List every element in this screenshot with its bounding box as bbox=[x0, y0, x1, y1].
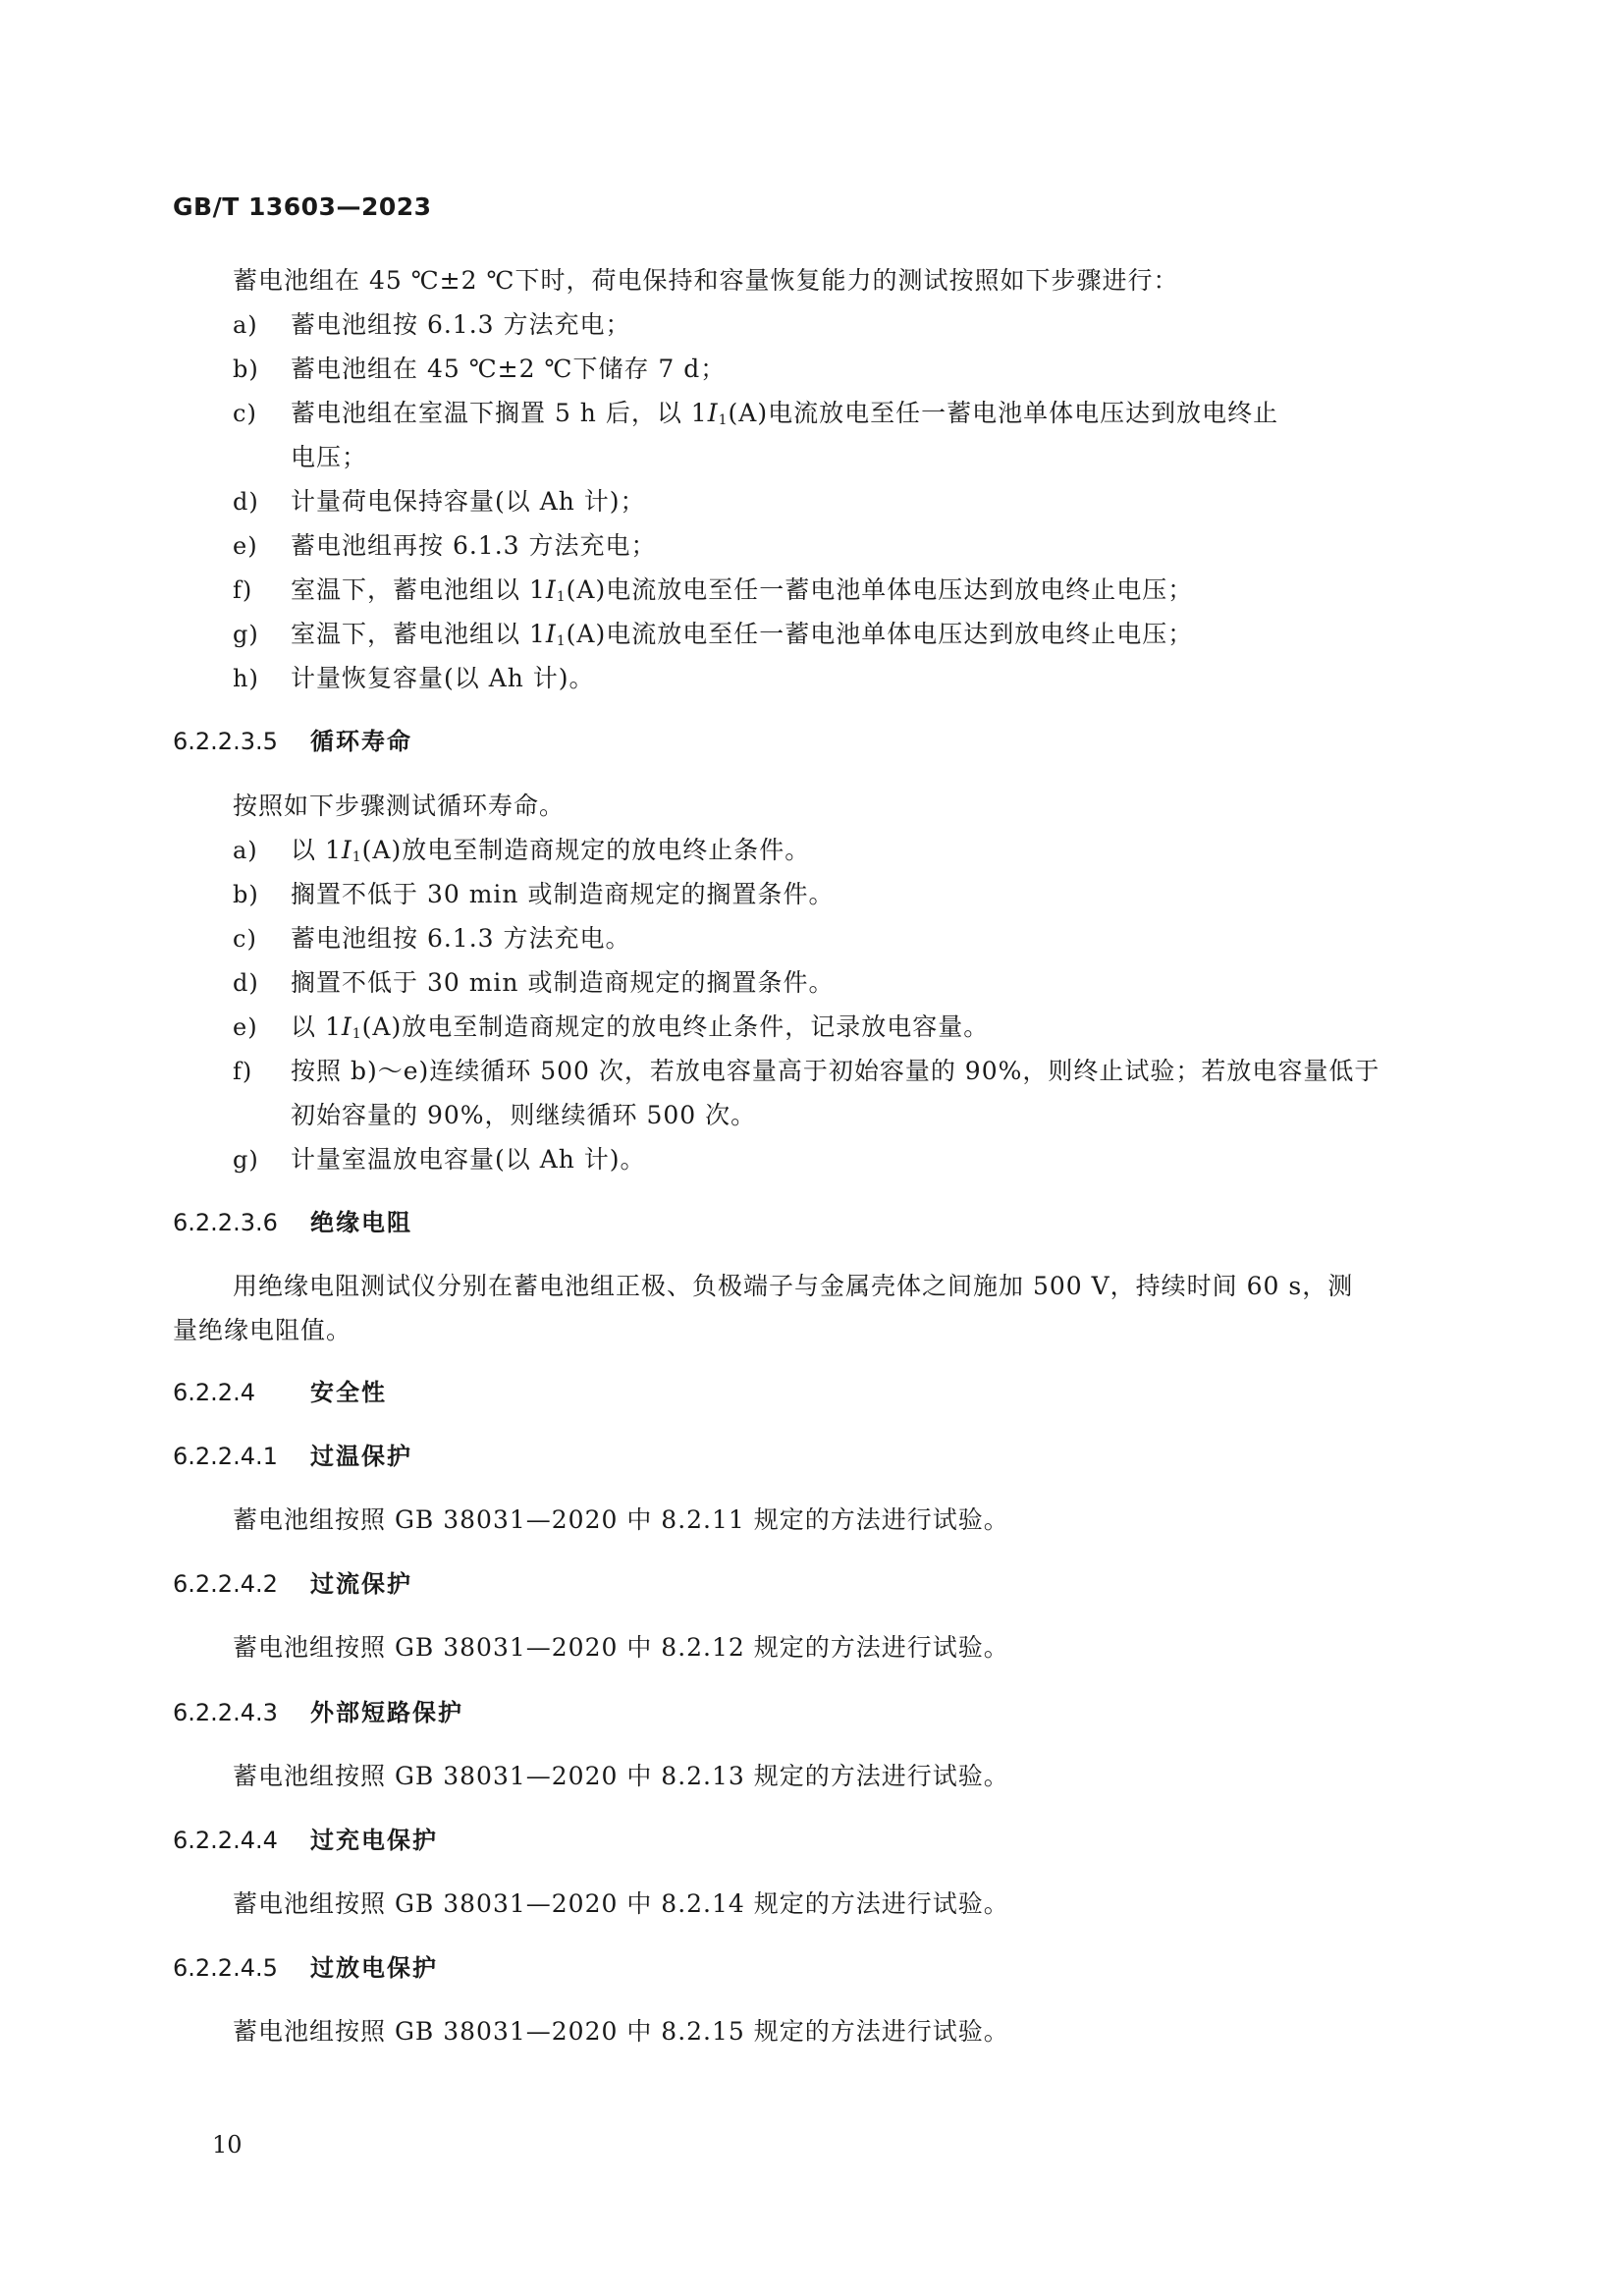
list-label: c) bbox=[233, 925, 257, 953]
list-label: b) bbox=[233, 881, 259, 908]
paragraph-text: 蓄电池组按照 GB 38031—2020 中 8.2.13 规定的方法进行试验。 bbox=[233, 1762, 1009, 1790]
paragraph-line: 用绝缘电阻测试仪分别在蓄电池组正极、负极端子与金属壳体之间施加 500 V，持续时间 60 s，测 bbox=[233, 1272, 1354, 1300]
list-item: 搁置不低于 30 min 或制造商规定的搁置条件。 bbox=[291, 880, 835, 908]
paragraph-intro: 蓄电池组在 45 ℃±2 ℃下时，荷电保持和容量恢复能力的测试按照如下步骤进行： bbox=[233, 266, 1179, 295]
paragraph-text: 蓄电池组按照 GB 38031—2020 中 8.2.15 规定的方法进行试验。 bbox=[233, 2017, 1009, 2046]
section-heading: 6.2.2.4.4 过充电保护 bbox=[173, 1827, 438, 1854]
list-item: 蓄电池组在室温下搁置 5 h 后，以 $1I_1(A)$电流放电至任一蓄电池单体电压达到放电终止 bbox=[291, 399, 1279, 428]
list-item: 以 $1I_1(A)$放电至制造商规定的放电终止条件。 bbox=[291, 836, 811, 865]
list-item: 按照 b)～e)连续循环 500 次，若放电容量高于初始容量的 90%，则终止试验；若放电容量低于 bbox=[291, 1057, 1380, 1085]
list-label: f) bbox=[233, 1058, 253, 1085]
paragraph-line: 量绝缘电阻值。 bbox=[173, 1316, 352, 1344]
list-label: h) bbox=[233, 665, 259, 692]
list-label: a) bbox=[233, 311, 258, 339]
paragraph-text: 蓄电池组按照 GB 38031—2020 中 8.2.11 规定的方法进行试验。 bbox=[233, 1505, 1009, 1534]
list-item: 计量恢复容量(以 Ah 计)。 bbox=[291, 664, 595, 692]
list-item: 蓄电池组在 45 ℃±2 ℃下储存 7 d； bbox=[291, 355, 727, 383]
list-item-continuation: 电压； bbox=[291, 443, 368, 471]
section-heading: 6.2.2.4.2 过流保护 bbox=[173, 1570, 412, 1598]
list-item: 室温下，蓄电池组以 $1I_1(A)$电流放电至任一蓄电池单体电压达到放电终止电压； bbox=[291, 575, 1194, 605]
list-item: 室温下，蓄电池组以 $1I_1(A)$电流放电至任一蓄电池单体电压达到放电终止电压； bbox=[291, 620, 1194, 649]
list-item: 蓄电池组按 6.1.3 方法充电； bbox=[291, 310, 631, 339]
standard-number: GB/T 13603—2023 bbox=[173, 192, 432, 221]
list-label: g) bbox=[233, 1146, 259, 1174]
list-label: g) bbox=[233, 621, 259, 648]
section-heading: 6.2.2.4.1 过温保护 bbox=[173, 1443, 412, 1470]
list-label: e) bbox=[233, 532, 258, 560]
list-label: d) bbox=[233, 969, 259, 997]
paragraph-intro: 按照如下步骤测试循环寿命。 bbox=[233, 792, 566, 820]
paragraph-text: 蓄电池组按照 GB 38031—2020 中 8.2.12 规定的方法进行试验。 bbox=[233, 1633, 1009, 1662]
list-item: 蓄电池组再按 6.1.3 方法充电； bbox=[291, 531, 657, 560]
list-label: e) bbox=[233, 1013, 258, 1041]
list-item: 以 $1I_1(A)$放电至制造商规定的放电终止条件，记录放电容量。 bbox=[291, 1012, 990, 1042]
list-item-continuation: 初始容量的 90%，则继续循环 500 次。 bbox=[291, 1101, 757, 1129]
list-label: a) bbox=[233, 837, 258, 864]
page-number: 10 bbox=[212, 2131, 243, 2159]
section-heading: 6.2.2.4.5 过放电保护 bbox=[173, 1954, 438, 1982]
section-heading: 6.2.2.3.6 绝缘电阻 bbox=[173, 1209, 412, 1236]
list-label: f) bbox=[233, 576, 253, 604]
list-item: 计量室温放电容量(以 Ah 计)。 bbox=[291, 1145, 646, 1174]
list-item: 搁置不低于 30 min 或制造商规定的搁置条件。 bbox=[291, 968, 835, 997]
list-item: 蓄电池组按 6.1.3 方法充电。 bbox=[291, 924, 631, 953]
section-heading: 6.2.2.3.5 循环寿命 bbox=[173, 728, 412, 755]
list-label: b) bbox=[233, 355, 259, 383]
list-item: 计量荷电保持容量(以 Ah 计)； bbox=[291, 487, 646, 516]
list-label: c) bbox=[233, 400, 257, 427]
section-heading: 6.2.2.4.3 外部短路保护 bbox=[173, 1699, 463, 1726]
paragraph-text: 蓄电池组按照 GB 38031—2020 中 8.2.14 规定的方法进行试验。 bbox=[233, 1889, 1009, 1918]
list-label: d) bbox=[233, 488, 259, 516]
section-heading: 6.2.2.4 安全性 bbox=[173, 1379, 387, 1406]
